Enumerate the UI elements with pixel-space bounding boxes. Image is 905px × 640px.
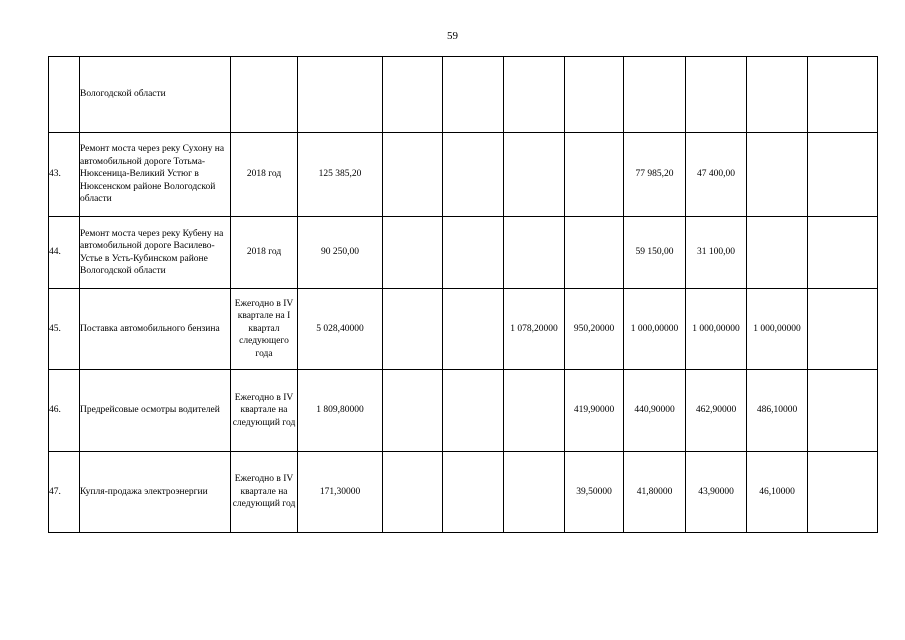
table-row [49,370,878,452]
value-cell: 43,90000 [686,452,747,533]
value-cell: 46,10000 [747,452,808,533]
table-row [49,133,878,217]
value-cell [624,57,686,133]
row-term: Ежегодно в IV квартале на следующий год [231,452,298,533]
value-cell: 1 000,00000 [747,289,808,370]
table-row [49,452,878,533]
value-cell [383,370,443,452]
row-number: 47. [49,452,80,533]
value-cell [504,57,565,133]
value-cell: 77 985,20 [624,133,686,217]
value-cell [747,133,808,217]
value-cell: 31 100,00 [686,217,747,289]
value-cell [504,133,565,217]
value-cell: 419,90000 [565,370,624,452]
row-term: 2018 год [231,217,298,289]
value-cell [383,133,443,217]
value-cell [686,57,747,133]
value-cell: 47 400,00 [686,133,747,217]
value-cell [504,370,565,452]
value-cell: 462,90000 [686,370,747,452]
value-cell: 1 000,00000 [624,289,686,370]
value-cell: 59 150,00 [624,217,686,289]
value-cell: 1 078,20000 [504,289,565,370]
row-term: Ежегодно в IV квартале на следующий год [231,370,298,452]
value-cell [383,57,443,133]
value-cell [504,452,565,533]
row-number [49,57,80,133]
value-cell [808,57,878,133]
value-cell [443,217,504,289]
table-row [49,289,878,370]
value-cell: 39,50000 [565,452,624,533]
value-cell: 125 385,20 [298,133,383,217]
row-name: Вологодской области [80,57,231,133]
row-name: Ремонт моста через реку Кубену на автомобильной дороге Василево-Устье в Усть-Кубинском районе Вологодской области [80,217,231,289]
value-cell [443,370,504,452]
value-cell [808,370,878,452]
row-name: Купля-продажа электроэнергии [80,452,231,533]
row-term [231,57,298,133]
table-row [49,57,878,133]
row-term: 2018 год [231,133,298,217]
value-cell [443,452,504,533]
value-cell: 440,90000 [624,370,686,452]
value-cell: 41,80000 [624,452,686,533]
row-number: 43. [49,133,80,217]
value-cell [565,133,624,217]
value-cell: 486,10000 [747,370,808,452]
value-cell [808,289,878,370]
row-name: Поставка автомобильного бензина [80,289,231,370]
value-cell [443,289,504,370]
value-cell [808,217,878,289]
value-cell: 5 028,40000 [298,289,383,370]
value-cell: 950,20000 [565,289,624,370]
value-cell [383,289,443,370]
value-cell [383,452,443,533]
row-name: Предрейсовые осмотры водителей [80,370,231,452]
row-number: 45. [49,289,80,370]
value-cell [808,452,878,533]
table-row [49,217,878,289]
value-cell [383,217,443,289]
value-cell: 1 000,00000 [686,289,747,370]
value-cell [443,133,504,217]
value-cell [298,57,383,133]
value-cell: 171,30000 [298,452,383,533]
budget-table [48,56,878,533]
page-number: 59 [447,30,458,42]
value-cell: 1 809,80000 [298,370,383,452]
value-cell [565,217,624,289]
value-cell [565,57,624,133]
value-cell [808,133,878,217]
value-cell [443,57,504,133]
row-number: 44. [49,217,80,289]
value-cell [747,57,808,133]
value-cell [747,217,808,289]
value-cell: 90 250,00 [298,217,383,289]
row-term: Ежегодно в IV квартале на I квартал следующего года [231,289,298,370]
value-cell [504,217,565,289]
row-name: Ремонт моста через реку Сухону на автомобильной дороге Тотьма-Нюксеница-Великий Устюг в Нюксенском районе Вологодской области [80,133,231,217]
row-number: 46. [49,370,80,452]
